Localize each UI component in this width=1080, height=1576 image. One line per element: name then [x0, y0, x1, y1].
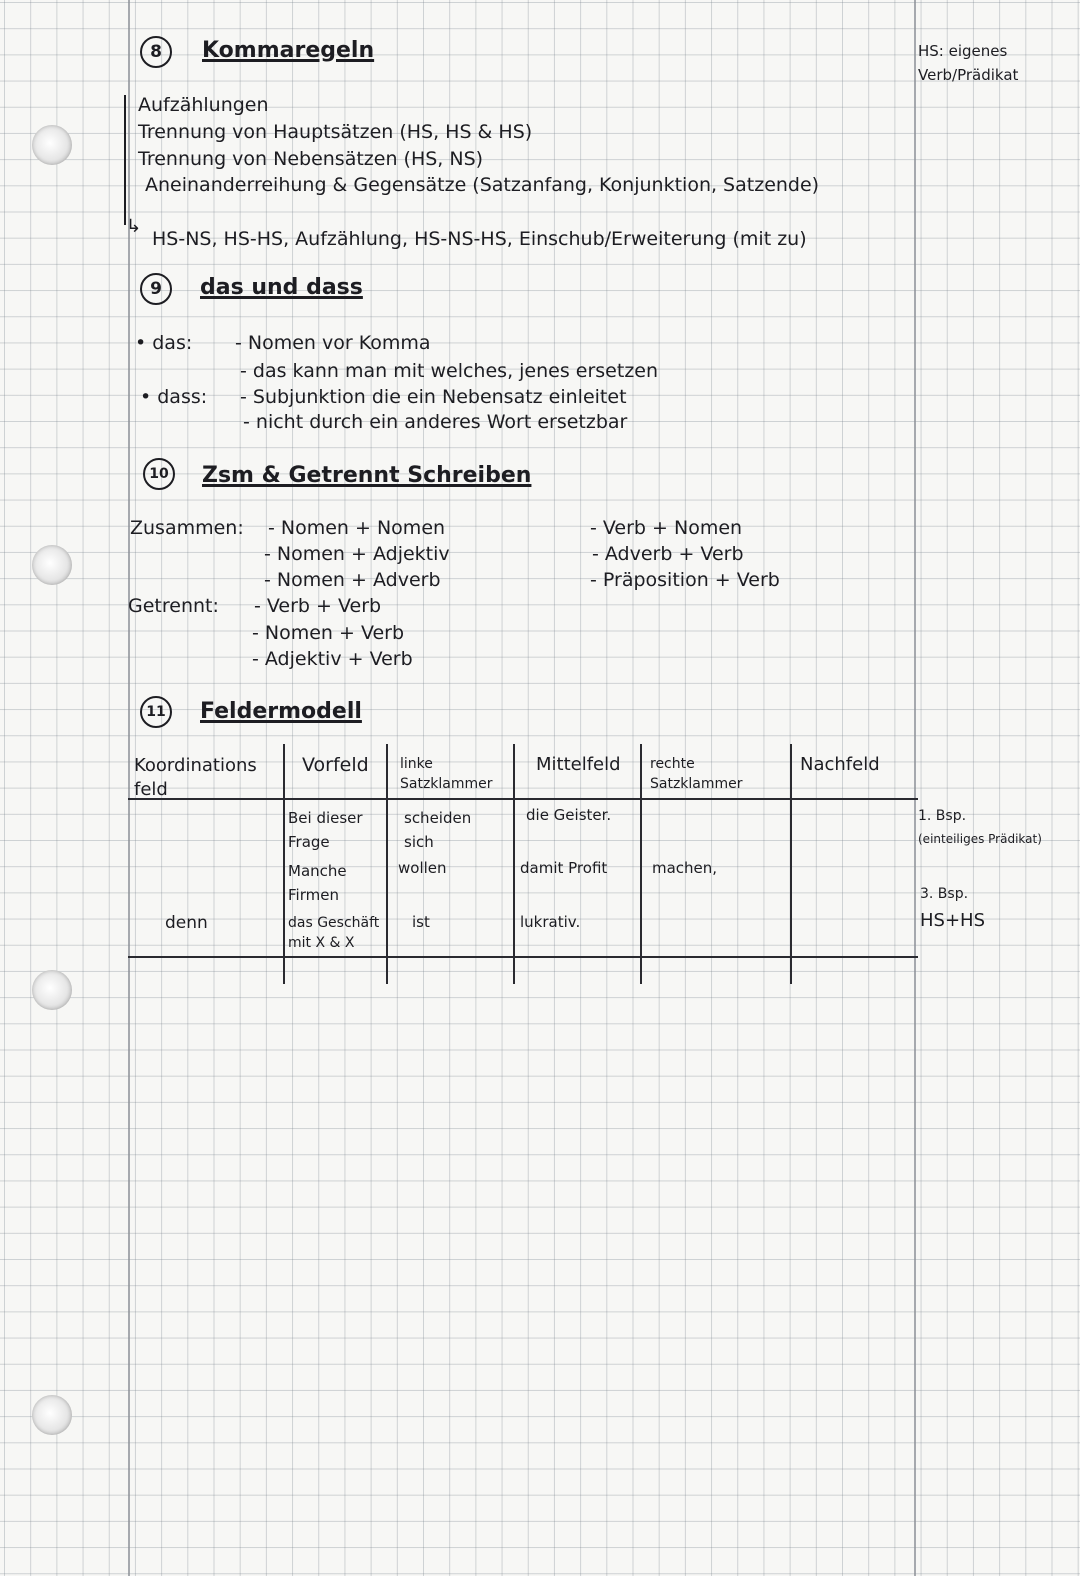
table-header: linke Satzklammer	[400, 756, 493, 792]
summary-line: HS-NS, HS-HS, Aufzählung, HS-NS-HS, Einschub/Erweiterung (mit zu)	[152, 228, 807, 250]
getrennt-item: - Adjektiv + Verb	[252, 648, 413, 670]
zusammen-item: - Nomen + Adverb	[264, 569, 441, 591]
section-heading: das und dass	[200, 275, 363, 300]
list-item: Aufzählungen	[138, 94, 269, 116]
section-number: 8	[140, 36, 172, 68]
table-header: Vorfeld	[302, 754, 369, 776]
zusammen-item: - Adverb + Verb	[592, 543, 744, 565]
table-column-rule	[386, 744, 388, 984]
dass-point: - Subjunktion die ein Nebensatz einleitet	[240, 386, 627, 408]
table-cell: damit Profit	[520, 859, 608, 877]
das-label: das:	[152, 332, 193, 354]
zusammen-label: Zusammen:	[130, 517, 244, 539]
punch-hole	[32, 125, 72, 165]
bullet-das-label: • das:	[135, 332, 193, 354]
zusammen-item: - Verb + Nomen	[590, 517, 743, 539]
section-number: 11	[140, 696, 172, 728]
zusammen-item: - Präposition + Verb	[590, 569, 780, 591]
list-item: Aneinanderreihung & Gegensätze (Satzanfang, Konjunktion, Satzende)	[145, 174, 820, 196]
zusammen-item: - Nomen + Nomen	[268, 517, 446, 539]
table-header: rechte Satzklammer	[650, 756, 743, 792]
table-header: Nachfeld	[800, 754, 880, 775]
bracket	[124, 95, 126, 225]
dass-label: dass:	[157, 386, 208, 408]
table-cell: scheiden sich	[404, 809, 472, 851]
arrow-icon: ↳	[126, 216, 142, 237]
right-margin-line	[914, 0, 916, 1576]
table-column-rule	[790, 744, 792, 984]
table-cell: denn	[165, 913, 208, 933]
table-header: Koordinations feld	[134, 755, 257, 800]
section-heading: Kommaregeln	[202, 38, 375, 63]
getrennt-label: Getrennt:	[128, 595, 219, 617]
table-cell: das Geschäft mit X & X	[288, 915, 380, 951]
table-bottom-rule	[128, 956, 918, 958]
side-note-line1: HS: eigenes	[918, 42, 1008, 60]
side-note-line2: Verb/Prädikat	[918, 66, 1019, 84]
table-column-rule	[513, 744, 515, 984]
table-note: HS+HS	[920, 910, 986, 931]
table-column-rule	[640, 744, 642, 984]
getrennt-item: - Verb + Verb	[254, 595, 382, 617]
das-point: - Nomen vor Komma	[235, 332, 431, 354]
table-cell: machen,	[652, 859, 718, 877]
table-column-rule	[283, 744, 285, 984]
table-cell: lukrativ.	[520, 913, 581, 931]
punch-hole	[32, 1395, 72, 1435]
punch-hole	[32, 545, 72, 585]
list-item: Trennung von Nebensätzen (HS, NS)	[138, 148, 484, 170]
zusammen-item: - Nomen + Adjektiv	[264, 543, 450, 565]
section-heading: Feldermodell	[200, 699, 362, 724]
bullet-dass-label: • dass:	[140, 386, 208, 408]
section-heading: Zsm & Getrennt Schreiben	[202, 463, 532, 488]
getrennt-item: - Nomen + Verb	[252, 622, 405, 644]
dass-point: - nicht durch ein anderes Wort ersetzbar	[243, 411, 628, 433]
table-cell: wollen	[398, 859, 447, 877]
table-note: 3. Bsp.	[920, 886, 969, 902]
table-note: (einteiliges Prädikat)	[918, 832, 1042, 846]
table-cell: ist	[412, 913, 430, 931]
section-number: 9	[140, 273, 172, 305]
table-note: 1. Bsp.	[918, 808, 967, 824]
table-cell: Bei dieser Frage	[288, 809, 363, 851]
list-item: Trennung von Hauptsätzen (HS, HS & HS)	[138, 121, 533, 143]
table-cell: Manche Firmen	[288, 862, 347, 904]
punch-hole	[32, 970, 72, 1010]
table-cell: die Geister.	[526, 806, 612, 824]
section-number: 10	[143, 458, 175, 490]
das-point: - das kann man mit welches, jenes ersetzen	[240, 360, 659, 382]
table-header: Mittelfeld	[536, 754, 621, 775]
